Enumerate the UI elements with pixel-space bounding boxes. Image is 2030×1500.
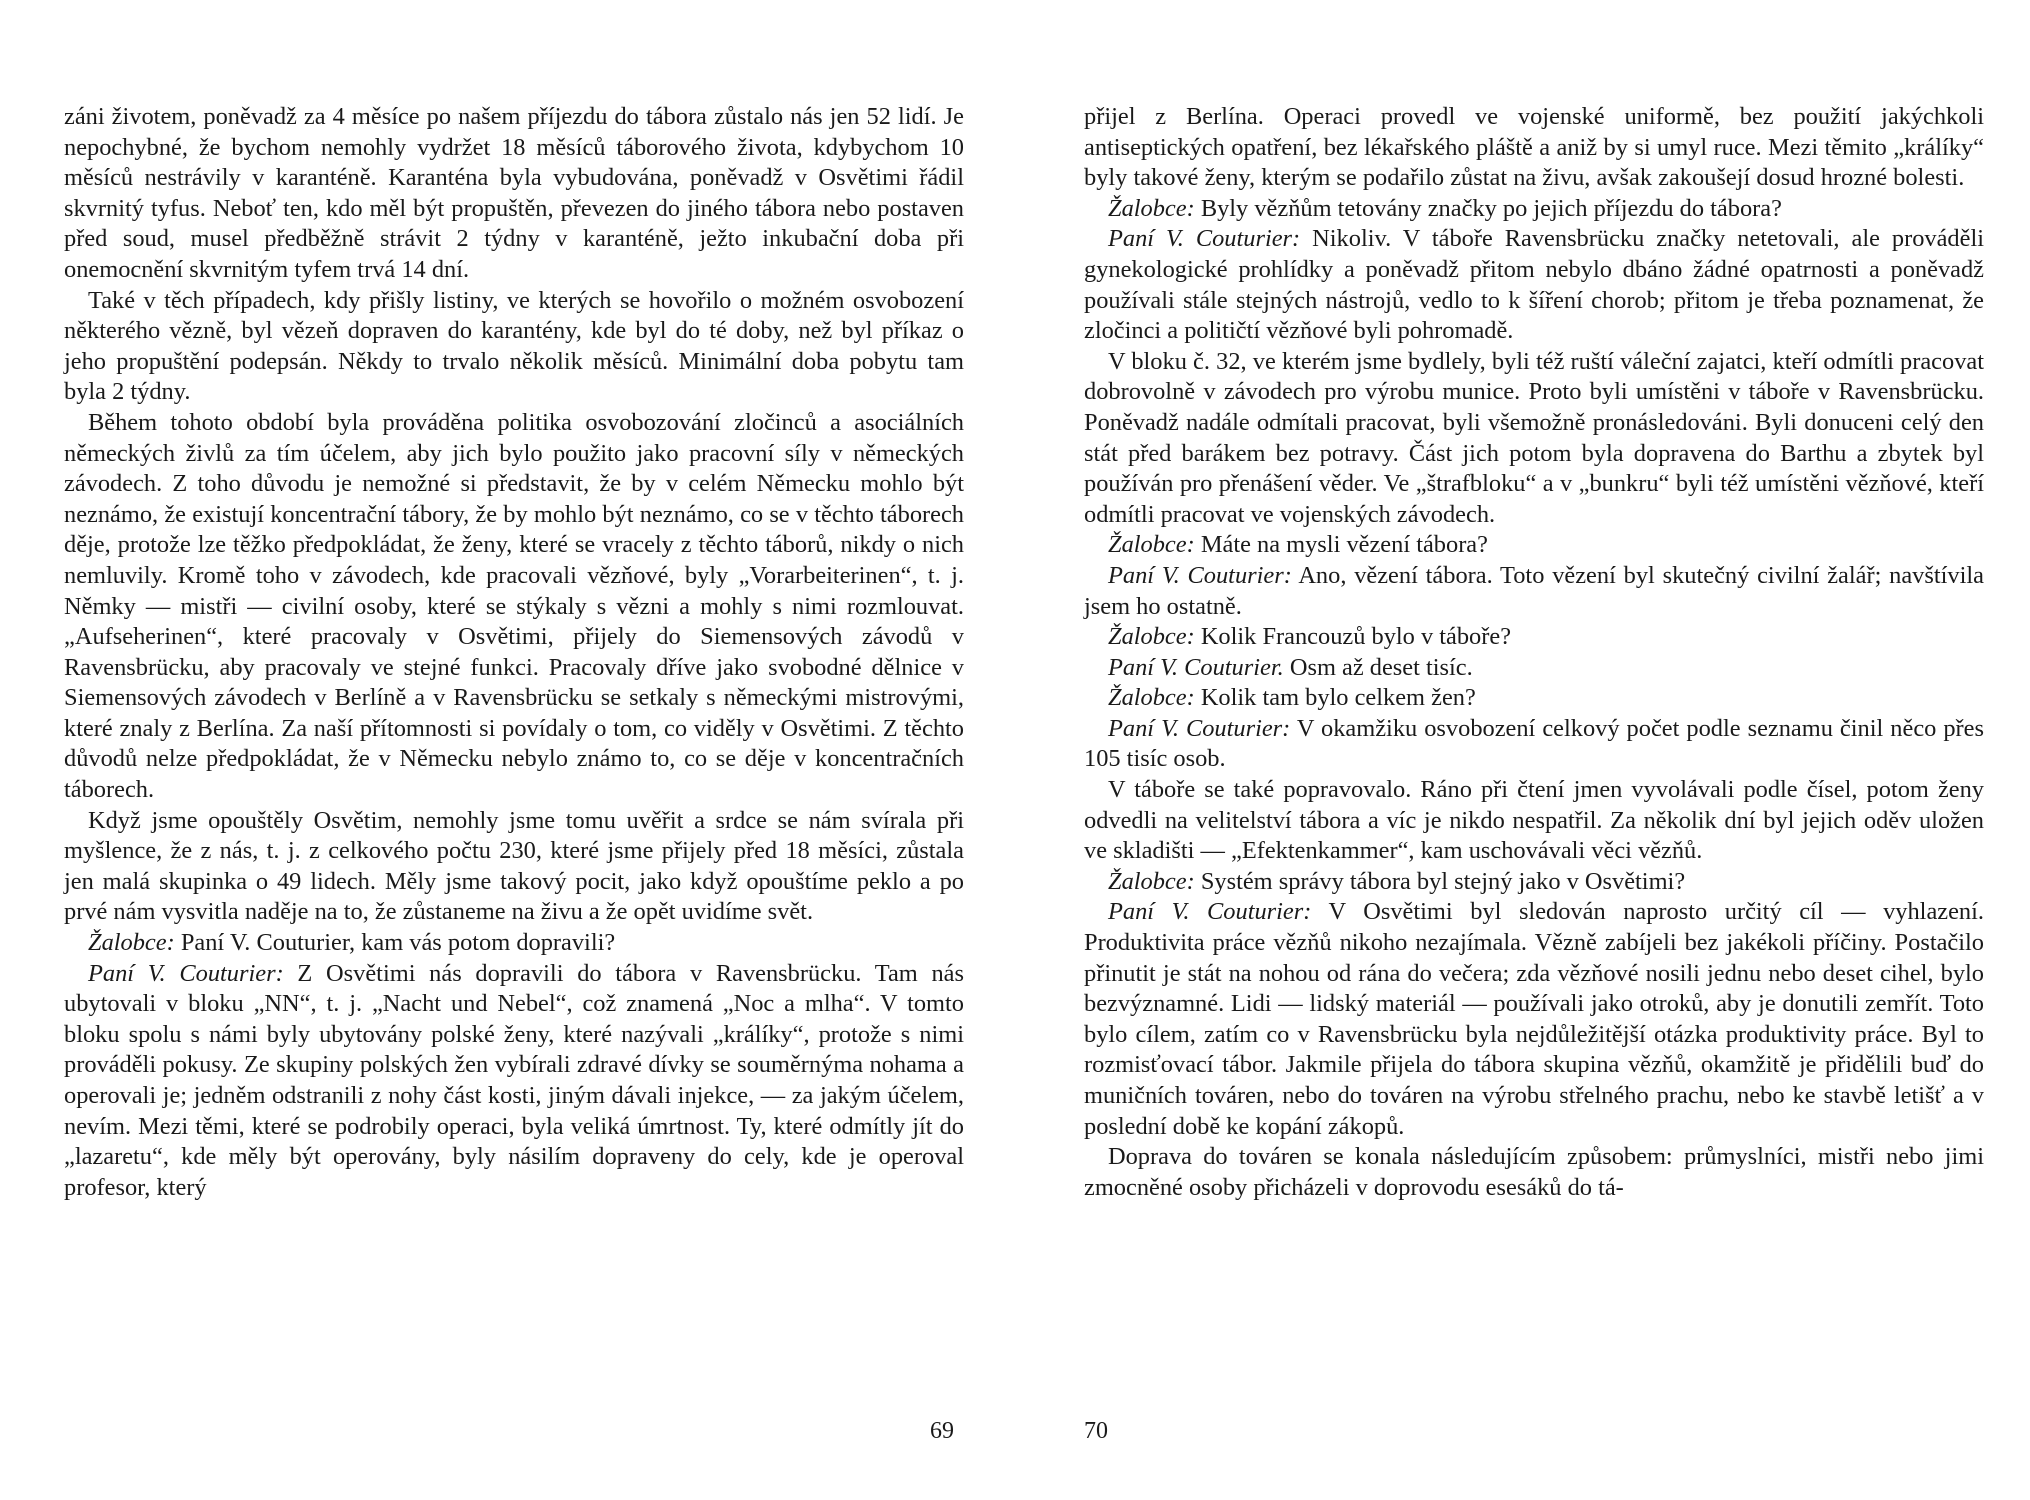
paragraph-text: Doprava do továren se konala následujícím způsobem: průmyslníci, mistři nebo jimi zmocněné osoby přicházeli v doprovodu esesáků do tá-	[1084, 1143, 1984, 1201]
paragraph	[1084, 194, 1984, 225]
paragraph-text: Během tohoto období byla prováděna politika osvobozování zločinců a asociálních německých živlů za tím účelem, aby jich bylo použito jako pracovní síly v německých závodech. Z toho důvodu je nemožné si představit, že by v celém Německu mohlo být neznámo, že existují koncentrační tábory, že by mohlo být neznámo, co se v těchto táborech děje, protože lze těžko předpokládat, že ženy, které se vracely z těchto táborů, nikdy o nich nemluvily. Kromě toho v závodech, kde pracovali vězňové, byly „Vorarbeiterinen“, t. j. Němky — mistři — civilní osoby, které se stýkaly s vězni a mohly s nimi rozmlouvat. „Aufseherinen“, které pracovaly v Osvětimi, přijely do Siemensových závodů v Ravensbrücku, aby pracovaly ve stejné funkci. Pracovaly dříve jako svobodné dělnice v Siemensových závodech v Berlíně a v Ravensbrücku se setkaly s německými mistrovými, které znaly z Berlína. Za naší přítomnosti si povídaly o tom, co viděly v Osvětimi. Z těchto důvodů nelze předpokládat, že v Německu nebylo známo to, co se děje v koncentračních táborech.	[64, 408, 964, 804]
paragraph-text: Paní V. Couturier, kam vás potom dopravili?	[180, 929, 616, 957]
paragraph-text: V Osvětimi byl sledován naprosto určitý cíl — vyhlazení. Produktivita práce vězňů nikoho nezajímala. Vězně zabíjeli bez jakékoli příčiny. Postačilo přinutit je stát na nohou od rána do večera; zda vězňové nosili jednu nebo deset cihel, bylo bezvýznamné. Lidi — lidský materiál — používali jako otroků, aby je donutili zemřít. Toto bylo cílem, zatím co v Ravensbrücku byla nejdůležitější otázka produktivity práce. Byl to rozmisťovací tábor. Jakmile přijela do tábora skupina vězňů, okamžitě je přidělili buď do muničních továren, nebo do továren na výrobu střelného prachu, nebo ke stavbě letišť a v poslední době ke kopání zákopů.	[1084, 898, 1984, 1140]
paragraph-text: Byly vězňům tetovány značky po jejich příjezdu do tábora?	[1200, 194, 1782, 222]
paragraph	[1084, 102, 1984, 194]
paragraph	[1084, 897, 1984, 1142]
speaker-label: Paní V. Couturier:	[1108, 561, 1292, 589]
paragraph-text: Když jsme opouštěly Osvětim, nemohly jsme tomu uvěřit a srdce se nám svírala při myšlence, že z nás, t. j. z celkového počtu 230, které jsme přijely před 18 měsíci, zůstala jen malá skupinka o 49 lidech. Měly jsme takový pocit, jako když opouštíme peklo a po prvé nám vysvitla naděje na to, že zůstaneme na živu a že opět uvidíme svět.	[64, 806, 964, 926]
paragraph-text: záni životem, poněvadž za 4 měsíce po našem příjezdu do tábora zůstalo nás jen 52 lidí. Je nepochybné, že bychom nemohly vydržet 18 měsíců táborového života, kdybychom 10 měsíců nestrávily v karanténě. Karanténa byla vybudována, poněvadž v Osvětimi řádil skvrnitý tyfus. Neboť ten, kdo měl být propuštěn, převezen do jiného tábora nebo postaven před soud, musel předběžně strávit 2 týdny v karanténě, ježto inkubační doba při onemocnění skvrnitým tyfem trvá 14 dní.	[64, 103, 964, 283]
paragraph-text: Máte na mysli vězení tábora?	[1200, 531, 1488, 559]
paragraph-text: Ano, vězení tábora. Toto vězení byl skutečný civilní žalář; navštívila jsem ho ostatně.	[1084, 561, 1984, 620]
paragraph-text: Kolik tam bylo celkem žen?	[1200, 684, 1476, 712]
paragraph-text: Systém správy tábora byl stejný jako v Osvětimi?	[1200, 867, 1686, 895]
paragraph	[1084, 653, 1984, 684]
paragraph	[1084, 347, 1984, 531]
paragraph	[64, 928, 964, 959]
paragraph-text: V táboře se také popravovalo. Ráno při čtení jmen vyvolávali podle čísel, potom ženy odvedli na velitelství tábora a víc je nikdo nespatřil. Za několik dní byl jejich oděv uložen ve skladišti — „Efektenkammer“, kam uschovávali věci vězňů.	[1084, 776, 1984, 865]
paragraph	[1084, 867, 1984, 898]
paragraph	[64, 959, 964, 1204]
paragraph-text: V bloku č. 32, ve kterém jsme bydlely, byli též ruští váleční zajatci, kteří odmítli pracovat dobrovolně v závodech pro výrobu munice. Proto byli umístěni v táboře v Ravensbrücku. Poněvadž nadále odmítali pracovat, byli všemožně pronásledováni. Byli donuceni celý den stát před barákem bez potravy. Část jich potom byla dopravena do Barthu a zbytek byl používán pro přenášení věder. Ve „štrafbloku“ a v „bunkru“ byli též umístěni vězňové, kteří odmítli pracovat ve vojenských závodech.	[1084, 347, 1984, 528]
paragraph	[1084, 775, 1984, 867]
speaker-label: Žalobce:	[1108, 867, 1195, 895]
paragraph-text: Z Osvětimi nás dopravili do tábora v Ravensbrücku. Tam nás ubytovali v bloku „NN“, t. j. „Nacht und Nebel“, což znamená „Noc a mlha“. V tomto bloku spolu s námi byly ubytovány polské ženy, které nazývali „králíky“, protože s nimi prováděli pokusy. Ze skupiny polských žen vybírali zdravé dívky se souměrnýma nohama a operovali je; jedněm odstranili z nohy část kosti, jiným dávali injekce, — za jakým účelem, nevím. Mezi těmi, které se podrobily operaci, byla veliká úmrtnost. Ty, které odmítly jít do „lazaretu“, kde měly být operovány, byly násilím dopraveny do cely, kde je operoval profesor, který	[64, 959, 964, 1201]
paragraph	[1084, 622, 1984, 653]
speaker-label: Žalobce:	[88, 929, 175, 957]
speaker-label: Žalobce:	[1108, 623, 1195, 651]
speaker-label: Žalobce:	[1108, 531, 1195, 559]
paragraph	[1084, 530, 1984, 561]
speaker-label: Paní V. Couturier.	[1108, 653, 1284, 681]
speaker-label: Paní V. Couturier:	[1108, 898, 1312, 926]
paragraph	[64, 408, 964, 806]
paragraph-text: Nikoliv. V táboře Ravensbrücku značky netetovali, ale prováděli gynekologické prohlídky a poněvadž přitom nebylo dbáno žádné opatrnosti a poněvadž používali stále stejných nástrojů, vedlo to k šíření chorob; přitom je třeba poznamenat, že zločinci a političtí vězňové byli pohromadě.	[1084, 225, 1984, 345]
paragraph-text: Také v těch případech, kdy přišly listiny, ve kterých se hovořilo o možném osvobození některého vězně, byl vězeň dopraven do karantény, kde byl do té doby, než byl příkaz o jeho propuštění podepsán. Někdy to trvalo několik měsíců. Minimální doba pobytu tam byla 2 týdny.	[64, 286, 964, 406]
paragraph-text: Osm až deset tisíc.	[1289, 653, 1473, 681]
paragraph	[64, 102, 964, 286]
page-number-right: 70	[1084, 1418, 1108, 1444]
paragraph-text: V okamžiku osvobození celkový počet podle seznamu činil něco přes 105 tisíc osob.	[1084, 714, 1984, 773]
paragraph-text: přijel z Berlína. Operaci provedl ve vojenské uniformě, bez použití jakýchkoli antiseptických opatření, bez lékařského pláště a aniž by si umyl ruce. Mezi těmito „králíky“ byly takové ženy, kterým se podařilo zůstat na živu, avšak zakoušejí dosud hrozné bolesti.	[1084, 103, 1984, 192]
paragraph	[1084, 683, 1984, 714]
left-page-text	[64, 102, 964, 1203]
paragraph	[1084, 224, 1984, 346]
page-number-left: 69	[930, 1418, 954, 1444]
speaker-label: Žalobce:	[1108, 684, 1195, 712]
paragraph	[1084, 1142, 1984, 1203]
paragraph-text: Kolik Francouzů bylo v táboře?	[1200, 623, 1512, 651]
speaker-label: Paní V. Couturier:	[1108, 714, 1291, 742]
paragraph	[64, 286, 964, 408]
speaker-label: Žalobce:	[1108, 194, 1195, 222]
paragraph	[1084, 561, 1984, 622]
speaker-label: Paní V. Couturier:	[1108, 225, 1301, 253]
paragraph	[64, 806, 964, 928]
right-page-text	[1084, 102, 1984, 1203]
speaker-label: Paní V. Couturier:	[88, 959, 284, 987]
paragraph	[1084, 714, 1984, 775]
